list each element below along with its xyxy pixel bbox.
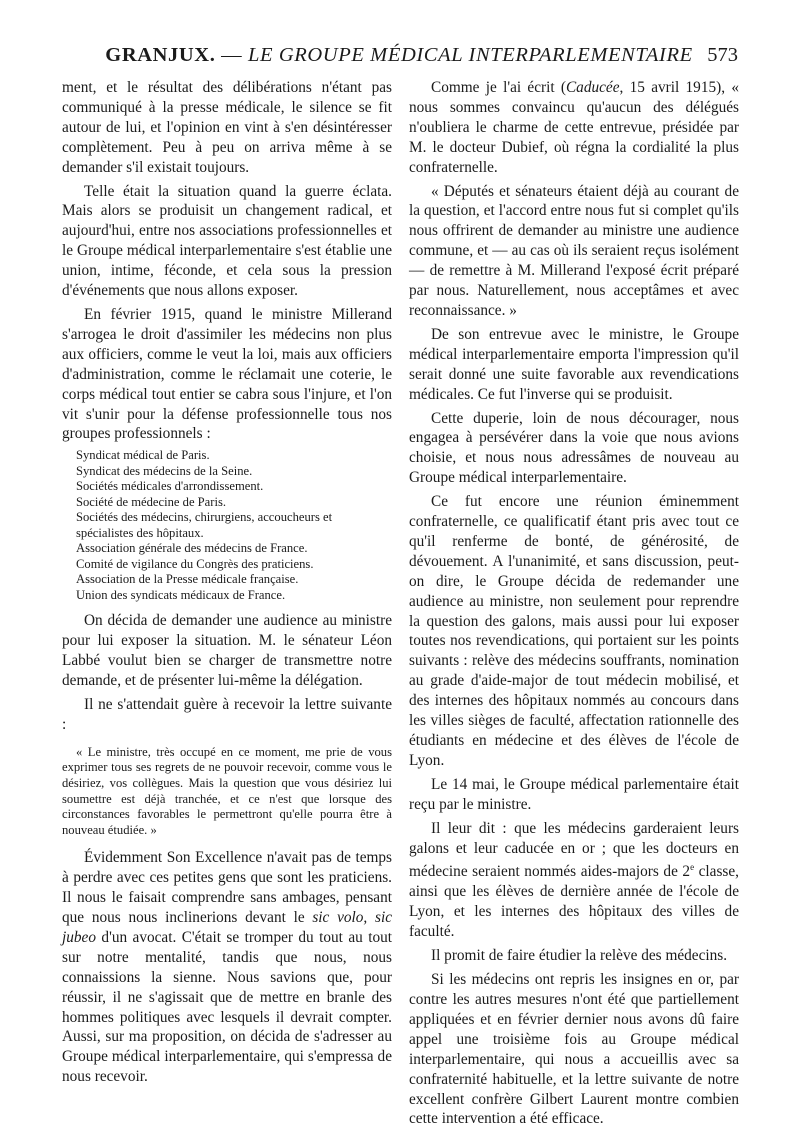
paragraph: En février 1915, quand le ministre Millerand s'arrogea le droit d'assimiler les médecins non plus aux officiers, comme le veut la loi, mais aux officiers d'administration, comme le réclamait une coterie, le corps médical tout entier se cabra sous l'injure, et l'on vit s'unir pour la défense professionnelle tous nos groupes professionnels : [62, 305, 392, 443]
header-title: LE GROUPE MÉDICAL INTERPARLEMENTAIRE [248, 44, 693, 66]
text-run: classe, ainsi que les élèves de dernière année de l'école de Lyon, et les internes des hôpitaux des villes de faculté. [409, 863, 739, 941]
list-item: Sociétés des médecins, chirurgiens, accoucheurs et spécialistes des hôpitaux. [76, 510, 333, 540]
paragraph: Ce fut encore une réunion éminemment confraternelle, ce qualificatif étant pris avec tout ce qu'il renferme de bonté, de générosité, de dévouement. A l'unanimité, et sans discussion, peut-on dire, le Groupe décida de redemander une audience au ministre, non seulement pour reprendre la question des galons, mais aussi pour lui exposer toutes nos revendications, qui portaient sur les points suivants : relève des médecins souffrants, nomination au grade d'aide-major de tout médecin mobilisé, et des internes des hôpitaux nommés au concours dans les villes sièges de faculté, affectation rationnelle des étudiants en médecine et des élèves de l'école de Lyon. [409, 493, 739, 769]
association-list [76, 448, 392, 603]
list-item: Sociétés médicales d'arrondissement. [76, 479, 264, 494]
left-column [62, 78, 392, 1087]
list-item: Comité de vigilance du Congrès des praticiens. [76, 556, 314, 571]
list-item: Union des syndicats médicaux de France. [76, 587, 286, 602]
list-item: Syndicat médical de Paris. [76, 448, 210, 463]
paragraph: Cette duperie, loin de nous décourager, nous engagea à persévérer dans la voie que nous avions choisie, et nous nous adressâmes de nouveau au Groupe médical interparlementaire. [409, 409, 739, 487]
paragraph: Telle était la situation quand la guerre éclata. Mais alors se produisit un changement radical, et aujourd'hui, entre nos associations professionnelles et le Groupe médical interparlementaire s'est établie une union, intime, féconde, et cela sous la pression d'événements que nous allons exposer. [62, 182, 392, 300]
right-column [409, 78, 739, 1129]
paragraph [62, 848, 392, 1087]
list-item: Association générale des médecins de France. [76, 541, 308, 556]
paragraph: ment, et le résultat des délibérations n'étant pas communiqué à la presse médicale, le silence se fit autour de lui, et l'opinion en vint à s'en désintéresser complètement. Peu à peu on arriva même à se demander s'il existait toujours. [62, 79, 392, 176]
paragraph: Le 14 mai, le Groupe médical parlementaire était reçu par le ministre. [409, 775, 739, 813]
paragraph [409, 819, 739, 943]
list-item: Syndicat des médecins de la Seine. [76, 463, 253, 478]
paragraph: De son entrevue avec le ministre, le Groupe médical interparlementaire emporta l'impression qu'il serait donné une suite favorable aux revendications médicales. Ce fut l'inverse qui se produisit. [409, 325, 739, 403]
header-separator: — [215, 44, 249, 66]
list-item: Société de médecine de Paris. [76, 494, 227, 509]
text-run: Il leur dit : que les médecins garderaient leurs galons et leur caducée en or ; que les docteurs en médecine seraient nommés aides-majors de 2 [409, 819, 739, 881]
text-run: Évidemment Son Excellence n'avait pas de temps à perdre avec ces petites gens que sont les praticiens. Il nous le faisait comprendre sans ambages, pensant que nous nous inclinerions devant le [62, 849, 392, 927]
paragraph: Si les médecins ont repris les insignes en or, par contre les autres mesures n'ont été que partiellement appliquées et en février dernier nous avons dû faire appel une troisième fois au Groupe médical interparlementaire, qui nous a accueillis avec sa confraternité habituelle, et la lettre suivante de notre excellent confrère Gilbert Laurent montre combien cette intervention a été efficace. [409, 971, 739, 1128]
paragraph: Il promit de faire étudier la relève des médecins. [431, 947, 728, 965]
running-header [60, 44, 738, 68]
page-number: 573 [707, 44, 738, 66]
text-run: d'un avocat. C'était se tromper du tout au tout sur notre mentalité, tandis que nous, nous connaissions la sienne. Nous savions que, pour réussir, il ne s'agissait que de mettre en branle des hommes politiques avec lesquels il devrait compter. Aussi, sur ma proposition, on décida de s'adresser au Groupe médical interparlementaire, qui s'empressa de nous recevoir. [62, 928, 392, 1086]
paragraph [409, 78, 739, 178]
paragraph: On décida de demander une audience au ministre pour lui exposer la situation. M. le sénateur Léon Labbé voulut bien se charger de transmettre notre demande, et de présenter lui-même la délégation. [62, 612, 392, 690]
paragraph: Il ne s'attendait guère à recevoir la lettre suivante : [62, 695, 392, 733]
text-run: , 15 avril 1915), « nous sommes convaincu qu'aucun des délégués n'oubliera le charme de cette entrevue, présidée par M. le docteur Dubief, où régna la cordialité la plus confraternelle. [409, 79, 739, 176]
latin-phrase: sic volo, sic jubeo [62, 909, 392, 946]
minister-letter-quote: « Le ministre, très occupé en ce moment, me prie de vous exprimer tous ses regrets de ne pouvoir recevoir, comme vous le désiriez, vos collègues. Mais la question que vous désiriez lui soumettre est déjà tranchée, et ce n'est que lorsque des circonstances favorables le permettront qu'elle pourra être à nouveau étudiée. » [62, 744, 392, 837]
list-item: Association de la Presse médicale française. [76, 572, 299, 587]
paragraph: « Députés et sénateurs étaient déjà au courant de la question, et l'accord entre nous fut si complet qu'ils nous offrirent de demander au ministre une audience commune, et — au cas où ils seraient reçus isolément — de remettre à M. Millerand l'exposé écrit préparé par nous. Naturellement, nous acceptâmes et avec reconnaissance. » [409, 182, 739, 319]
superscript: e [690, 862, 695, 873]
header-author: GRANJUX. [105, 44, 216, 66]
journal-name: Caducée [565, 79, 620, 96]
text-run: Comme je l'ai écrit ( [431, 79, 566, 96]
